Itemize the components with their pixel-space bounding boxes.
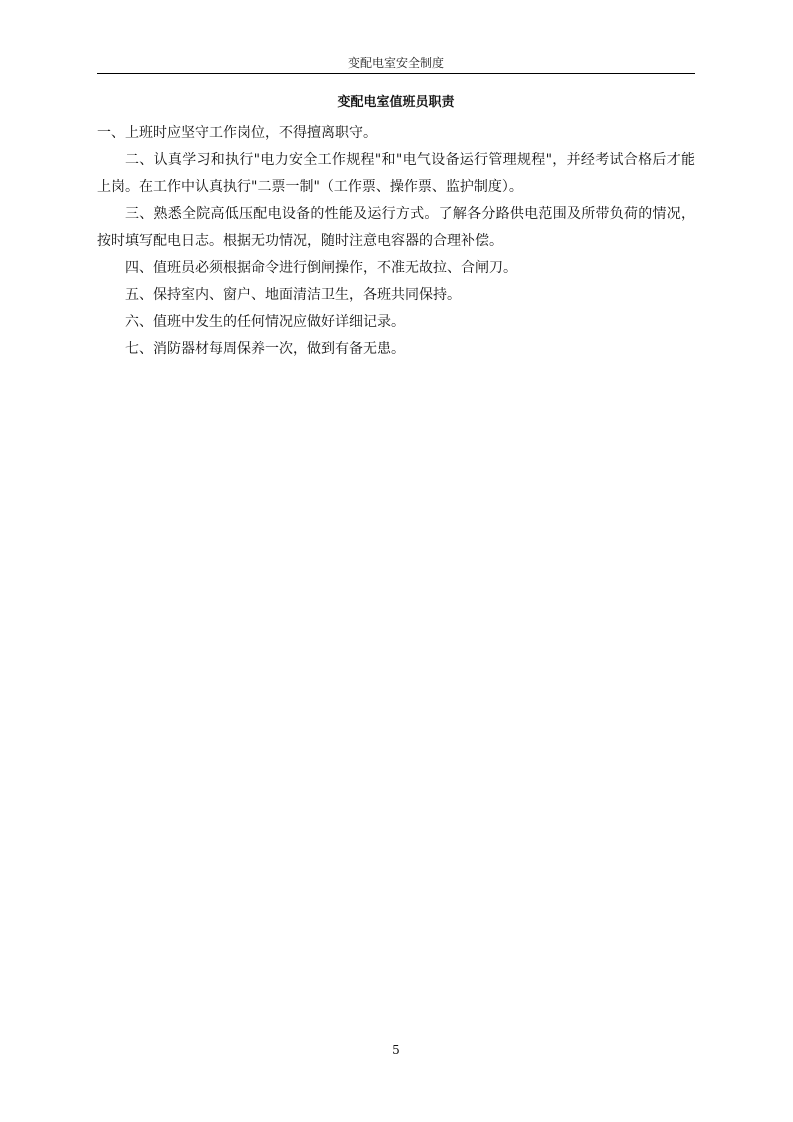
paragraph-7: 七、消防器材每周保养一次，做到有备无患。 — [125, 341, 405, 357]
paragraph-5: 五、保持室内、窗户、地面清洁卫生，各班共同保持。 — [125, 287, 461, 303]
document-title: 变配电室值班员职责 — [337, 95, 455, 110]
header-divider — [97, 73, 695, 74]
paragraph-3: 三、熟悉全院高低压配电设备的性能及运行方式。了解各分路供电范围及所带负荷的情况，按时填写配电日志。根据无功情况，随时注意电容器的合理补偿。 — [97, 206, 695, 249]
paragraph-6: 六、值班中发生的任何情况应做好详细记录。 — [125, 314, 405, 330]
page-number: 5 — [392, 1043, 400, 1057]
paragraph-1: 一、上班时应坚守工作岗位，不得擅离职守。 — [97, 125, 377, 141]
paragraph-2: 二、认真学习和执行"电力安全工作规程"和"电气设备运行管理规程"，并经考试合格后才能上岗。在工作中认真执行"二票一制"（工作票、操作票、监护制度）。 — [97, 152, 695, 195]
running-header: 变配电室安全制度 — [347, 56, 444, 70]
paragraph-4: 四、值班员必须根据命令进行倒闸操作，不准无故拉、合闸刀。 — [125, 260, 517, 276]
document-body — [97, 120, 695, 363]
